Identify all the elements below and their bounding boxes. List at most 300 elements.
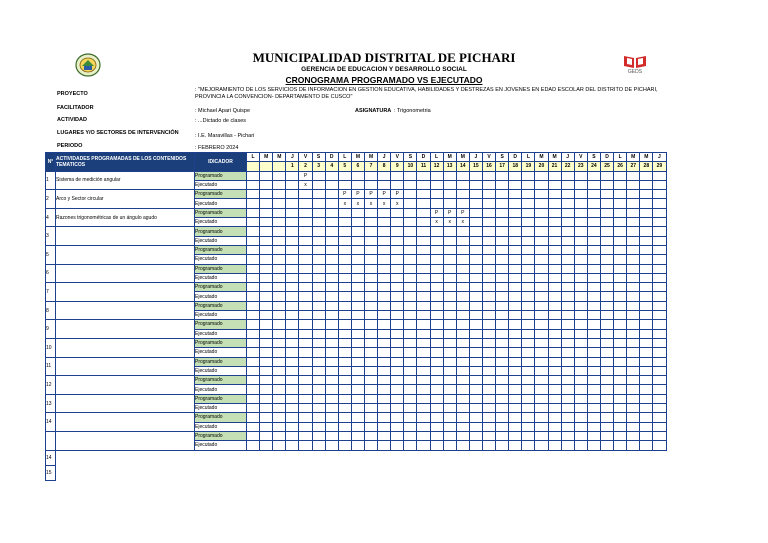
schedule-cell [364,394,377,403]
table-row-programado [46,376,667,385]
schedule-cell [600,245,613,254]
schedule-cell [587,357,600,366]
schedule-cell [614,190,627,199]
execution-cell [338,422,351,431]
execution-cell [627,366,640,375]
execution-cell [600,255,613,264]
schedule-cell: P [299,171,312,180]
execution-cell [496,255,509,264]
schedule-cell [509,320,522,329]
schedule-cell [404,171,417,180]
execution-cell [391,329,404,338]
execution-cell [561,366,574,375]
day-name-header: D [325,153,338,162]
schedule-cell [640,283,653,292]
execution-cell [509,441,522,450]
schedule-cell [247,320,260,329]
schedule-cell [273,376,286,385]
schedule-cell [509,413,522,422]
date-header: 20 [535,162,548,171]
schedule-cell [535,394,548,403]
schedule-cell [417,301,430,310]
table-row-extra [46,450,667,465]
execution-cell: x [430,218,443,227]
execution-cell [653,199,666,208]
execution-cell [482,366,495,375]
schedule-cell [496,394,509,403]
execution-cell [509,218,522,227]
schedule-cell [338,320,351,329]
schedule-cell [548,245,561,254]
schedule-cell: P [391,190,404,199]
execution-cell [548,199,561,208]
execution-cell [574,255,587,264]
schedule-cell [273,338,286,347]
schedule-cell [456,394,469,403]
schedule-cell [640,394,653,403]
execution-cell [391,348,404,357]
schedule-cell [247,338,260,347]
schedule-cell [391,227,404,236]
schedule-cell [364,264,377,273]
schedule-cell [417,413,430,422]
table-row-programado [46,357,667,366]
execution-cell [587,255,600,264]
execution-cell [522,311,535,320]
schedule-cell [351,301,364,310]
execution-cell [522,199,535,208]
execution-cell [496,348,509,357]
schedule-cell [509,264,522,273]
execution-cell [640,236,653,245]
execution-cell [299,218,312,227]
schedule-cell [522,431,535,440]
schedule-cell [364,208,377,217]
day-name-header: J [286,153,299,162]
execution-cell [260,329,273,338]
execution-cell [338,329,351,338]
schedule-cell [286,190,299,199]
schedule-cell [640,376,653,385]
schedule-cell [351,171,364,180]
execution-cell [509,292,522,301]
schedule-cell [640,338,653,347]
schedule-cell [443,264,456,273]
execution-cell [430,311,443,320]
execution-cell [653,366,666,375]
schedule-cell [561,283,574,292]
schedule-cell [482,208,495,217]
schedule-cell [273,227,286,236]
execution-cell [640,441,653,450]
schedule-cell [509,208,522,217]
execution-cell [469,199,482,208]
indicator-ejecutado: Ejecutado [195,199,247,208]
schedule-cell [391,320,404,329]
row-number: 3 [46,227,56,246]
schedule-cell [522,394,535,403]
schedule-cell [456,357,469,366]
schedule-cell [482,171,495,180]
schedule-cell [574,357,587,366]
table-row-programado [46,301,667,310]
schedule-cell [548,320,561,329]
execution-cell [627,292,640,301]
schedule-cell [247,227,260,236]
schedule-cell [299,264,312,273]
schedule-cell [522,264,535,273]
schedule-cell [614,245,627,254]
schedule-cell [338,413,351,422]
schedule-cell [391,394,404,403]
schedule-cell [247,301,260,310]
execution-cell [378,422,391,431]
indicator-ejecutado: Ejecutado [195,329,247,338]
schedule-cell [548,431,561,440]
schedule-cell [600,190,613,199]
schedule-cell [351,245,364,254]
execution-cell [627,441,640,450]
day-name-header: M [364,153,377,162]
schedule-cell [614,338,627,347]
schedule-cell [535,357,548,366]
schedule-cell [469,245,482,254]
date-header: 4 [325,162,338,171]
schedule-cell: P [351,190,364,199]
schedule-cell [351,264,364,273]
day-name-header: J [469,153,482,162]
execution-cell [391,255,404,264]
schedule-cell [325,338,338,347]
schedule-cell [574,190,587,199]
department-title: GERENCIA DE EDUCACION Y DESARROLLO SOCIAL [301,66,467,73]
execution-cell [548,404,561,413]
schedule-cell [509,190,522,199]
execution-cell [260,385,273,394]
execution-cell [299,273,312,282]
execution-cell [312,199,325,208]
execution-cell [482,348,495,357]
indicator-ejecutado: Ejecutado [195,348,247,357]
schedule-cell [417,283,430,292]
row-number: 13 [46,394,56,413]
table-row-programado [46,338,667,347]
schedule-cell [548,376,561,385]
schedule-cell [496,245,509,254]
execution-cell [561,311,574,320]
execution-cell [600,441,613,450]
schedule-cell [535,431,548,440]
schedule-cell [587,301,600,310]
table-row-programado [46,394,667,403]
execution-cell [614,218,627,227]
schedule-cell [443,171,456,180]
schedule-cell [338,394,351,403]
schedule-cell [338,431,351,440]
execution-cell [443,273,456,282]
execution-cell [351,218,364,227]
execution-cell [627,385,640,394]
schedule-cell [273,320,286,329]
indicator-programado: Programado [195,264,247,273]
execution-cell [325,311,338,320]
execution-cell [469,422,482,431]
schedule-cell [312,357,325,366]
execution-cell [299,199,312,208]
schedule-cell [522,245,535,254]
execution-cell [653,236,666,245]
day-name-header: M [273,153,286,162]
execution-cell [587,441,600,450]
date-header: 15 [469,162,482,171]
execution-cell [260,218,273,227]
schedule-cell [614,357,627,366]
schedule-cell [286,245,299,254]
execution-cell [469,236,482,245]
schedule-cell [260,208,273,217]
execution-cell [496,329,509,338]
schedule-cell [273,245,286,254]
schedule-cell [509,431,522,440]
schedule-cell [509,357,522,366]
execution-cell [574,385,587,394]
schedule-cell [509,394,522,403]
execution-cell [614,385,627,394]
execution-cell [325,404,338,413]
blank-cell [56,465,667,480]
execution-cell [299,311,312,320]
execution-cell [325,273,338,282]
execution-cell [587,180,600,189]
schedule-cell [417,208,430,217]
execution-cell [535,180,548,189]
execution-cell [587,404,600,413]
execution-cell [496,199,509,208]
schedule-cell [351,283,364,292]
schedule-cell [378,338,391,347]
schedule-cell [417,320,430,329]
execution-cell [587,329,600,338]
schedule-cell [469,301,482,310]
date-header: 1 [286,162,299,171]
schedule-cell [378,357,391,366]
execution-cell [312,329,325,338]
execution-cell [312,311,325,320]
table-row-programado [46,283,667,292]
execution-cell [509,236,522,245]
execution-cell [614,292,627,301]
execution-cell [404,422,417,431]
schedule-cell [482,283,495,292]
execution-cell [247,385,260,394]
execution-cell [627,199,640,208]
date-header [260,162,273,171]
execution-cell [653,273,666,282]
execution-cell [443,366,456,375]
schedule-cell [286,376,299,385]
schedule-cell [482,413,495,422]
periodo-label: PERIODO [57,143,83,149]
schedule-cell [627,357,640,366]
schedule-cell [417,338,430,347]
execution-cell [653,218,666,227]
day-name-header: M [443,153,456,162]
schedule-cell [391,413,404,422]
schedule-cell [456,413,469,422]
schedule-cell: P [364,190,377,199]
schedule-cell [430,227,443,236]
execution-cell [587,348,600,357]
date-header: 16 [482,162,495,171]
execution-cell [417,255,430,264]
execution-cell [364,385,377,394]
schedule-cell [325,227,338,236]
execution-cell [587,273,600,282]
schedule-cell [561,394,574,403]
execution-cell [391,404,404,413]
execution-cell [391,441,404,450]
schedule-cell [482,431,495,440]
execution-cell [378,311,391,320]
execution-cell [600,273,613,282]
execution-cell [325,348,338,357]
schedule-cell [561,357,574,366]
execution-cell [364,348,377,357]
schedule-cell [364,320,377,329]
execution-cell [417,366,430,375]
execution-cell [561,404,574,413]
date-header [247,162,260,171]
schedule-cell [417,245,430,254]
execution-cell [325,441,338,450]
execution-cell [312,273,325,282]
schedule-cell [574,376,587,385]
schedule-cell [535,376,548,385]
execution-cell [509,255,522,264]
schedule-cell [391,283,404,292]
schedule-cell [469,338,482,347]
schedule-cell [312,376,325,385]
indicator-programado: Programado [195,245,247,254]
indicator-ejecutado: Ejecutado [195,311,247,320]
schedule-cell [404,376,417,385]
indicator-programado: Programado [195,320,247,329]
execution-cell [653,348,666,357]
execution-cell [247,311,260,320]
schedule-cell [653,208,666,217]
execution-cell [417,273,430,282]
schedule-cell [469,208,482,217]
execution-cell [364,441,377,450]
periodo-value: : FEBRERO 2024 [195,145,239,151]
execution-cell [391,311,404,320]
execution-cell [456,366,469,375]
execution-cell [312,404,325,413]
execution-cell [443,199,456,208]
date-header: 9 [391,162,404,171]
execution-cell [247,404,260,413]
execution-cell [456,236,469,245]
execution-cell [404,180,417,189]
execution-cell [640,218,653,227]
schedule-cell [325,394,338,403]
execution-cell [574,422,587,431]
schedule-cell [614,283,627,292]
schedule-cell [535,171,548,180]
execution-cell [417,348,430,357]
execution-cell [364,255,377,264]
execution-cell [627,236,640,245]
execution-cell [574,273,587,282]
execution-cell [548,348,561,357]
execution-cell [535,236,548,245]
execution-cell [496,422,509,431]
execution-cell [260,441,273,450]
execution-cell [469,311,482,320]
table-row-programado [46,431,667,440]
day-name-header: M [456,153,469,162]
execution-cell [351,366,364,375]
execution-cell [286,180,299,189]
schedule-cell [548,190,561,199]
execution-cell [640,348,653,357]
date-header: 29 [653,162,666,171]
execution-cell [614,180,627,189]
execution-cell [351,273,364,282]
execution-cell: x [456,218,469,227]
execution-cell [456,385,469,394]
execution-cell [260,273,273,282]
execution-cell [325,218,338,227]
execution-cell [325,180,338,189]
row-activity [56,227,195,246]
date-header: 21 [548,162,561,171]
schedule-cell [574,245,587,254]
schedule-cell [404,264,417,273]
execution-cell [443,292,456,301]
schedule-cell [312,227,325,236]
schedule-cell [640,264,653,273]
schedule-cell [522,357,535,366]
schedule-cell [247,208,260,217]
schedule-cell [535,301,548,310]
execution-cell [640,366,653,375]
execution-cell [522,404,535,413]
schedule-cell [496,264,509,273]
execution-cell [364,329,377,338]
execution-cell [614,348,627,357]
execution-cell [273,366,286,375]
execution-cell [338,180,351,189]
execution-cell [522,273,535,282]
date-header: 24 [587,162,600,171]
schedule-cell [417,264,430,273]
schedule-cell [574,338,587,347]
execution-cell [351,236,364,245]
execution-cell [378,404,391,413]
schedule-cell [627,431,640,440]
execution-cell [574,404,587,413]
schedule-cell [456,227,469,236]
schedule-cell [496,357,509,366]
execution-cell [247,236,260,245]
execution-cell [640,292,653,301]
execution-cell [574,180,587,189]
execution-cell [522,441,535,450]
execution-cell [325,366,338,375]
row-number: 1 [46,171,56,190]
indicator-programado: Programado [195,338,247,347]
